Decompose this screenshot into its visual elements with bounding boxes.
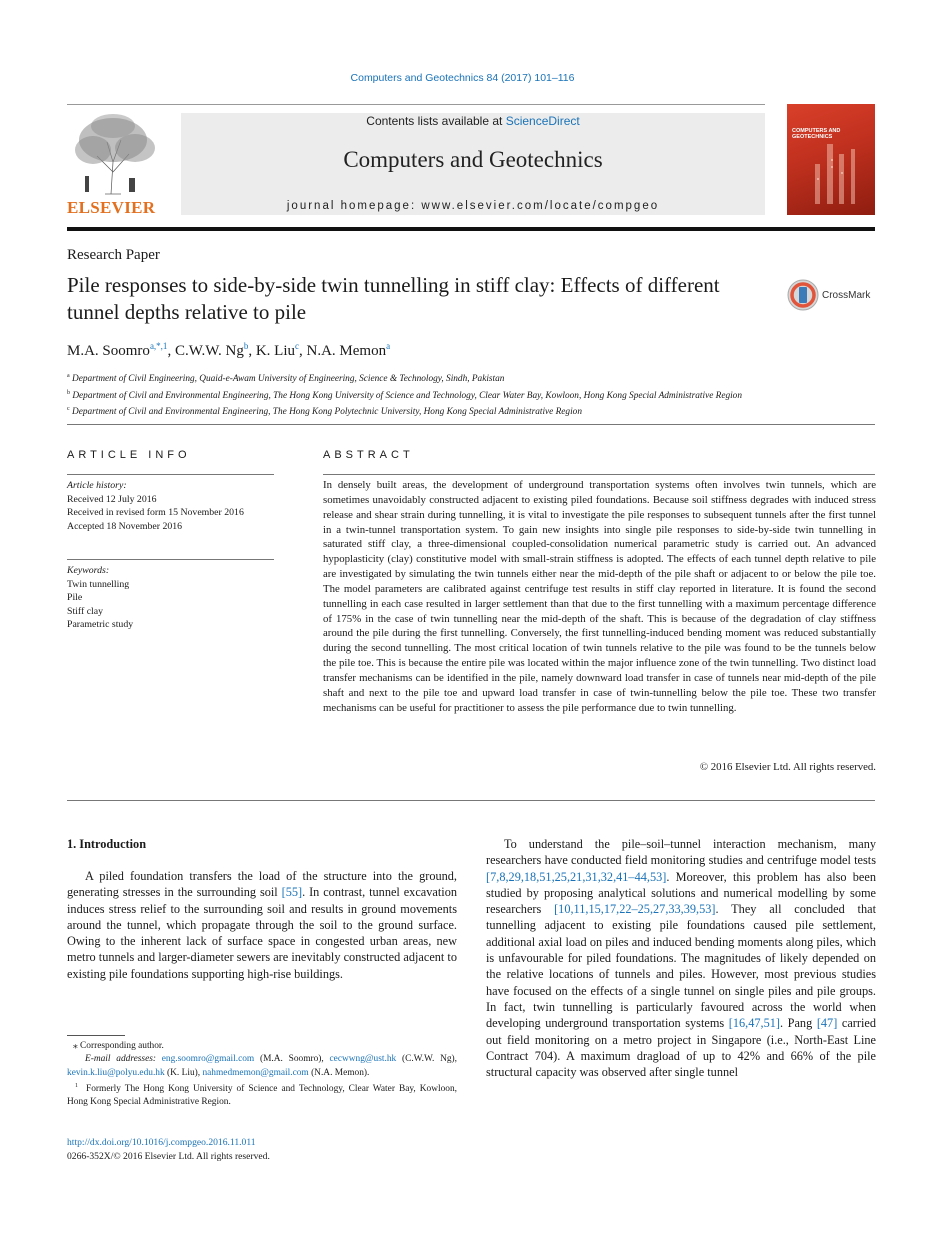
keyword-item: Parametric study xyxy=(67,619,134,630)
author-separator: , xyxy=(299,343,307,359)
footnote-marker: 1 xyxy=(75,1082,78,1089)
article-title: Pile responses to side-by-side twin tunnelling in stiff clay: Effects of different tunnel depths relative to pile xyxy=(67,273,720,324)
affiliation-text: Department of Civil and Environmental Engineering, The Hong Kong University of Science and Technology, Clear Water Bay, Kowloon, Hong Kong Special Administrative Region xyxy=(72,390,742,401)
keywords-rule xyxy=(67,559,274,560)
author-name[interactable]: M.A. Soomro xyxy=(67,343,150,359)
author-name[interactable]: N.A. Memon xyxy=(306,343,387,359)
article-history xyxy=(67,479,277,533)
cover-art-icon xyxy=(787,104,875,215)
author-affiliation-marker[interactable]: c xyxy=(295,341,300,351)
author-list xyxy=(67,341,390,360)
author-name[interactable]: K. Liu xyxy=(255,343,296,359)
body-paragraph-right xyxy=(486,836,876,1080)
paragraph-text: . Moreover, this problem has also been studied by proposing analytical solutions and numerical modelling by some researchers xyxy=(486,869,876,917)
paragraph-text: . They all concluded that tunnelling adjacent to existing pile foundations caused pile settlement, additional axial load on piles and induced bending moments along piles, which is unfavourable for piled foundations. The magnitudes of likely depended on the relative locations of tunnels and piles. However, most previous studies have focused on the effects of a single tunnel on single piles and pile groups. In fact, twin tunnelling is particularly favoured across the world when developing underground transportation systems xyxy=(486,902,876,1031)
journal-title: Computers and Geotechnics xyxy=(343,147,603,172)
author-affiliation-marker[interactable]: a xyxy=(386,341,391,351)
keywords-block xyxy=(67,564,277,632)
header-thick-rule xyxy=(67,227,875,231)
keywords-label: Keywords: xyxy=(67,565,110,576)
author-separator: , xyxy=(167,343,175,359)
affiliation-marker: b xyxy=(67,389,70,396)
abstract-text: In densely built areas, the development of underground transportation systems often involves twin tunnels, which are sometimes unavoidably constructed adjacent to existing piled foundations. Because soil stiffness degrades with induced stress release and shear strain during tunnelling, it is vital to investigate the pile responses to subsequent tunnels after the first tunnel in a twin-tunnel transportation system. To gain new insights into single pile responses to side-by-side twin tunnelling in saturated stiff clay, a three-dimensional coupled-consolidation numerical parametric study is carried out. An advanced hypoplasticity (clay) constitutive model with small-strain stiffness is adopted. The effects of each tunnel depth relative to pile are investigated by simulating the twin tunnels either near the mid-depth of the pile shaft or adjacent to or below the pile toe. The model parameters are calibrated against centrifuge test results in stiff clay reported in literature. It is found the second tunnelling in each case resulted in larger settlement than that due to the first tunnelling with a maximum percentage difference of 175% in the case of twin tunnelling near the mid-depth of the shaft. This is because of the degradation of clay stiffness around the pile during the first tunnelling. Conversely, the first tunnelling-induced bending moment was reduced substantially during the second tunnelling. The most critical location of twin tunnels relative to the pile was found to be the tunnels below the pile toe. This is because the entire pile was located within the major influence zone of the twin tunnelling. Two distinct load transfer mechanisms can be identified in the pile, namely downward load transfer in case of tunnels near mid-depth of the pile shaft and next to the pile toe and upward load transfer in case of twin-tunnelling below the pile toe. These two transfer mechanisms can be useful for practitioner to assess the pile performance due to twin tunnelling. xyxy=(323,479,876,714)
received-date: Received 12 July 2016 xyxy=(67,493,157,505)
footnote-text: Formerly The Hong Kong University of Science and Technology, Clear Water Bay, Kowloon, Hong Kong Special Administrative Region. xyxy=(67,1084,458,1108)
author-separator: , xyxy=(248,343,256,359)
issn-line: 0266-352X/© 2016 Elsevier Ltd. All rights reserved. xyxy=(67,1150,270,1162)
affiliations xyxy=(67,370,877,420)
affiliation-marker: c xyxy=(67,406,70,413)
article-type: Research Paper xyxy=(67,247,160,263)
email-label: E-mail addresses: xyxy=(85,1054,162,1065)
elsevier-wordmark[interactable]: ELSEVIER xyxy=(67,198,156,217)
abstract-heading: ABSTRACT xyxy=(323,449,414,461)
footnotes xyxy=(67,1040,457,1110)
paragraph-text: A piled foundation transfers the load of the structure into the ground, generating stresses in the surrounding soil xyxy=(67,869,457,900)
accepted-date: Accepted 18 November 2016 xyxy=(67,520,183,532)
crossmark-label[interactable]: CrossMark xyxy=(822,290,871,301)
affiliation-text: Department of Civil Engineering, Quaid-e-Awam University of Engineering, Science & Technology, Sindh, Pakistan xyxy=(72,374,505,385)
author-name[interactable]: C.W.W. Ng xyxy=(174,343,244,359)
citation-link[interactable]: [16,47,51] xyxy=(728,1016,780,1031)
email-link[interactable]: cecwwng@ust.hk xyxy=(329,1054,397,1065)
article-info-heading: ARTICLE INFO xyxy=(67,449,191,461)
email-owner: (K. Liu), xyxy=(164,1067,203,1078)
body-rule xyxy=(67,800,875,801)
footnote-rule xyxy=(67,1035,125,1036)
paragraph-text: . Pang xyxy=(780,1016,817,1031)
affiliation-item xyxy=(67,387,877,404)
article-info-rule xyxy=(67,474,274,475)
sciencedirect-link[interactable]: ScienceDirect xyxy=(505,114,580,128)
affiliation-item xyxy=(67,370,877,387)
author-affiliation-marker[interactable]: b xyxy=(243,341,249,351)
keyword-item: Twin tunnelling xyxy=(67,578,130,590)
cover-title: COMPUTERS AND GEOTECHNICS xyxy=(792,128,841,140)
doi-link[interactable]: http://dx.doi.org/10.1016/j.compgeo.2016.11.011 xyxy=(67,1137,256,1148)
revised-date: Received in revised form 15 November 2016 xyxy=(67,507,244,518)
header-rule xyxy=(67,104,765,105)
contents-line xyxy=(181,114,765,128)
paragraph-text: carried out field monitoring on a metro project in Singapore (i.e., North-East Line Contract 704). A maximum dragload of up to 42% and 66% of the pile structural capacity was observed after single tunnel xyxy=(486,1016,877,1080)
email-addresses xyxy=(67,1053,457,1080)
journal-cover-thumbnail[interactable] xyxy=(787,104,875,215)
keyword-item: Stiff clay xyxy=(67,605,104,617)
affiliation-marker: a xyxy=(67,373,70,379)
abstract-copyright: © 2016 Elsevier Ltd. All rights reserved. xyxy=(699,761,876,773)
email-link[interactable]: eng.soomro@gmail.com xyxy=(161,1054,255,1065)
email-owner: (M.A. Soomro), xyxy=(254,1054,330,1065)
contents-prefix: Contents lists available at xyxy=(366,114,506,128)
affiliation-text: Department of Civil and Environmental Engineering, The Hong Kong Polytechnic University, Hong Kong Special Administrative Region xyxy=(72,407,582,418)
affiliation-item xyxy=(67,403,877,420)
intro-paragraph xyxy=(67,868,457,982)
history-label: Article history: xyxy=(67,480,127,491)
email-link[interactable]: kevin.k.liu@polyu.edu.hk xyxy=(67,1067,165,1078)
citation-link[interactable]: [10,11,15,17,22–25,27,33,39,53] xyxy=(554,902,716,917)
citation-link[interactable]: [55] xyxy=(281,885,303,900)
email-owner: (N.A. Memon). xyxy=(308,1067,370,1078)
corresponding-author-note: ⁎ Corresponding author. xyxy=(73,1041,164,1051)
journal-reference[interactable]: Computers and Geotechnics 84 (2017) 101–116 xyxy=(350,72,575,84)
author-affiliation-marker[interactable]: a,*,1 xyxy=(149,341,168,351)
section-heading-introduction: 1. Introduction xyxy=(67,837,147,851)
journal-masthead xyxy=(181,113,765,215)
affiliation-rule xyxy=(67,424,875,425)
email-owner: (C.W.W. Ng), xyxy=(396,1054,457,1065)
keyword-item: Pile xyxy=(67,592,83,603)
paragraph-text: To understand the pile–soil–tunnel interaction mechanism, many researchers have conducted field monitoring studies and centrifuge model tests xyxy=(486,837,876,868)
footnote-1 xyxy=(67,1080,457,1110)
doi-block xyxy=(67,1136,270,1163)
citation-link[interactable]: [47] xyxy=(816,1016,838,1031)
abstract-rule xyxy=(323,474,875,475)
citation-link[interactable]: [7,8,29,18,51,25,21,31,32,41–44,53] xyxy=(486,869,667,884)
paragraph-text: . In contrast, tunnel excavation induces stress relief to the surrounding soil and results in ground movements around the tunnel, which propagate through the soil to the ground surface. Owing to the inherent lack of surface space in congested urban areas, new metro tunnels and larger-diameter sewers are inevitably constructed adjacent to existing pile foundations supporting high-rise buildings. xyxy=(67,885,457,981)
journal-homepage-link[interactable]: journal homepage: www.elsevier.com/locate/compgeo xyxy=(286,200,660,212)
email-link[interactable]: nahmedmemon@gmail.com xyxy=(202,1067,309,1078)
